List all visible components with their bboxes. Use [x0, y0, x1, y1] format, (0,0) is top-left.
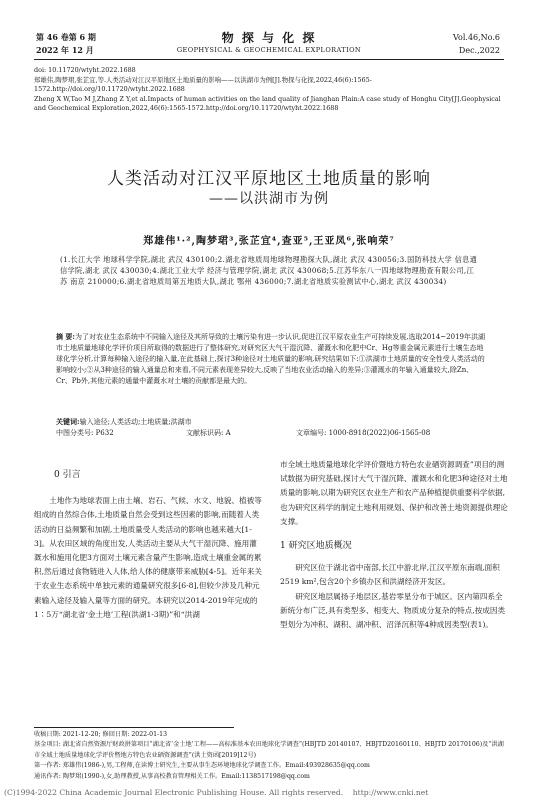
- section-heading-intro: 0 引言: [54, 470, 81, 480]
- volume-issue-en: Vol.46,No.6: [453, 33, 500, 42]
- doi: doi: 10.11720/wtyht.2022.1688: [34, 66, 136, 74]
- right-column: [280, 458, 508, 632]
- citation-en: Zheng X W,Tao M J,Zhang Z Y,et al.Impacts of human activities on the land quality of Jianghan Plain:A case study of Honghu City[J].Geophysical and Geochemical Exploration,2022,46(6):1565-1572.http://doi.org/10.11720/wtyht.2022.1688: [34, 94, 501, 113]
- study-area-paragraph-2: 研究区地层属扬子地层区,基岩零星分布于城区。区内第四系全新统分布广泛,具有类型多、相变大、物质成分复杂的特点,按成因类型划分为冲积、湖积、湖冲积、沼泽沉积等4种成因类型(表1)。: [280, 591, 506, 630]
- keywords: [56, 416, 488, 428]
- first-author-note: 第一作者: 郑雄伟(1986-),男,工程师,在读博士研究生,主要从事生态环境地球化学调查工作。Email:493928635@qq.com: [34, 762, 370, 770]
- header-rule: [34, 59, 504, 60]
- affiliations: (1.长江大学 地球科学学院,湖北 武汉 430100;2.湖北省地质局地球物理勘探大队,湖北 武汉 430056;3.国防科技大学 信息通信学院,湖北 武汉 430030;4.湖北工业大学 经济与管理学院,湖北 武汉 430068;5.江苏华东八一四地球物理勘查有限公司,江苏 南京 210000;6.湖北省地质局第五地质大队,湖北 鄂州 436000;7.湖北省地质实验测试中心,湖北 武汉 430034): [60, 255, 478, 286]
- date-cn: 2022 年 12 月: [36, 45, 94, 55]
- intro-paragraph: 土地作为地球表面上由土壤、岩石、气候、水文、地貌、植被等组成的自然综合体,土地质量自然会受到这些因素的影响,而随着人类活动的日益频繁和加剧,土地质量受人类活动的影响也越来越大[1-3]。从农田区域的角度出发,人类活动主要从大气干湿沉降、施用灌溉水和施用化肥3方面对土壤元素含量产生影响,造成土壤重金属的累积,然后通过食物链进入人体,给人体的健康带来威胁[4-5]。近年来关于农业生态系统中单独元素的通量研究很多[6-8],但较少涉及几种元素输入途径及输入量等方面的研究。本研究以2014-2019年完成的1∶5万“湖北省‘金土地’工程(洪湖1-3期)”和“洪湖: [34, 496, 263, 619]
- article-number: 文章编号: 1000-8918(2022)06-1565-08: [296, 429, 431, 437]
- copyright-line: (C)1994-2022 China Academic Journal Electronic Publishing House. All rights reserved. http://www.cnki.net: [4, 788, 429, 797]
- corresponding-author-note: 通讯作者: 陶梦珺(1990-),女,助理教授,从事高校教育管理相关工作。Email:1138517198@qq.com: [34, 772, 310, 780]
- abstract-label: 摘 要:: [56, 332, 76, 341]
- clc-number: 中图分类号: P632: [56, 429, 114, 437]
- document-code: 文献标识码: A: [186, 429, 231, 437]
- volume-issue-cn: 第 46 卷第 6 期: [36, 32, 96, 42]
- study-area-paragraph-1: 研究区位于湖北省中南部,长江中游北岸,江汉平原东南端,面积2519 km²,包含20个乡镇办区和洪湖经济开发区。: [280, 563, 500, 587]
- abstract: [56, 331, 488, 387]
- paper-subtitle: ——以洪湖市为例: [209, 191, 329, 207]
- footnote-rule: [34, 727, 234, 728]
- journal-name-cn: 物 探 与 化 探: [221, 31, 317, 45]
- journal-name-en: GEOPHYSICAL & GEOCHEMICAL EXPLORATION: [176, 46, 362, 54]
- author-list: 郑雄伟¹·²,陶梦珺³,张芷宜⁴,查亚⁵,王亚凤⁶,张响荣⁷: [143, 236, 395, 247]
- citation-block: [34, 66, 506, 114]
- section-heading-study-area: 1 研究区地质概况: [280, 541, 352, 552]
- keywords-label: 关键词:: [56, 417, 80, 426]
- citation-cn: 郑雄伟,陶梦珺,张芷宜,等.人类活动对江汉平原地区土地质量的影响——以洪湖市为例[J].物探与化探,2022,46(6):1565-1572.http://doi.org/10.11720/wtyht.2022.1688: [34, 75, 372, 94]
- left-column: [34, 468, 262, 622]
- fund-project: 基金项目: 湖北省自然资源厅财政拼第项目“湖北省‘金土地’工程——高标准基本农田地球化学调查”(HBJTD 20140107、HBJTD20160110、HBJTD 20170106)及“洪湖市全域土地质量地球化学评价暨地方特色农业硒资源调查”(洪土资函[2019]12号): [34, 741, 504, 759]
- keywords-text: 输入途径;人类活动;土地质量;洪湖市: [79, 418, 192, 426]
- date-en: Dec.,2022: [458, 46, 500, 55]
- abstract-text: 为了对农业生态系统中不同输入途径及其所导致的土壤污染有进一步认识,促进江汉平原农业生产可持续发展,选取2014~2019年洪湖市土地质量地球化学评价项目所取得的数据进行了整体研究,对研究区大气干湿沉降、灌溉水和化肥中Cr、Hg等重金属元素进行土壤生态地球化学分析,计算每种输入途径的输入量,在此基础上,探讨3种途径对土地质量的影响,研究结果如下:①洪湖市土地质量的安全性受人类活动的影响较小;②从3种途径的输入通量总和来看,不同元素表现差异较大,反映了当地农业活动输入的差异;③灌溉水的年输入通量较大,除Zn、Cr、Pb外,其他元素的通量中灌溉水对土壤的贡献都是最大的。: [56, 333, 485, 385]
- paper-title: 人类活动对江汉平原地区土地质量的影响: [107, 169, 431, 189]
- received-date: 收稿日期: 2021-12-20; 修回日期: 2022-01-13: [34, 731, 168, 738]
- classification-line: [56, 428, 488, 439]
- intro-paragraph-continued: 市全域土地质量地球化学评价暨地方特色农业硒资源调查”项目的测试数据为研究基础,探讨大气干湿沉降、灌溉水和化肥3种途径对土地质量的影响,以期为研究区农业生产和农产品种植提供重要科学依据,也为研究区科学的制定土地利用规划、保护和改善土地资源提供理论支撑。: [280, 460, 508, 526]
- footnotes: [34, 730, 506, 782]
